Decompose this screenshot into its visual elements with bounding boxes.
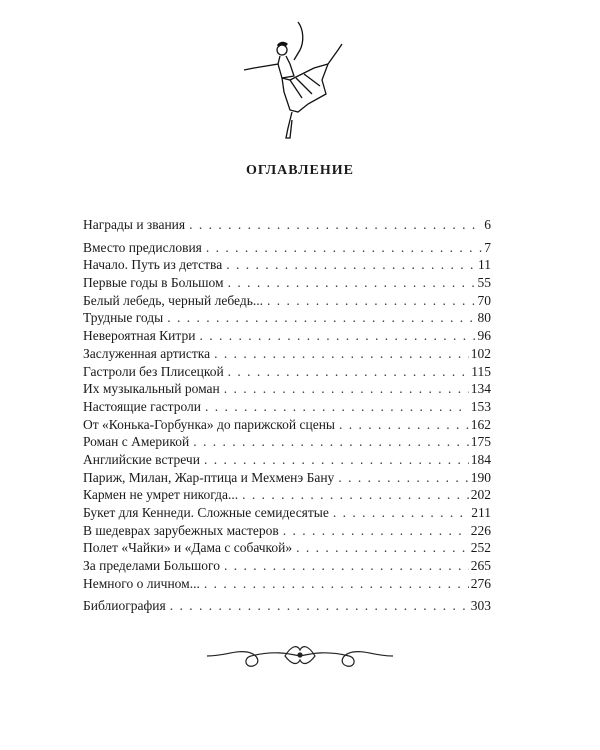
toc-entry-page: 202 [470, 487, 491, 503]
toc-entry-page: 134 [470, 381, 491, 397]
toc-entry[interactable] [83, 239, 491, 257]
toc-entry-title: Белый лебедь, черный лебедь... [83, 292, 263, 308]
toc-entry-page: 7 [484, 239, 491, 255]
toc-entry-page: 153 [470, 398, 491, 414]
toc-entry[interactable] [83, 597, 491, 615]
toc-leader-dots [205, 398, 469, 416]
toc-entry-page: 252 [470, 540, 491, 556]
toc-leader-dots [206, 239, 482, 257]
toc-leader-dots [224, 380, 469, 398]
toc-entry[interactable] [83, 504, 491, 522]
toc-leader-dots [242, 486, 469, 504]
toc-entry-page: 55 [477, 275, 491, 291]
toc-entry[interactable] [83, 433, 491, 451]
toc-entry-page: 80 [477, 310, 491, 326]
toc-entry[interactable] [83, 216, 491, 234]
toc-entry-page: 6 [484, 217, 491, 232]
toc-entry-title: Вместо предисловия [83, 239, 202, 255]
toc-entry[interactable] [83, 486, 491, 504]
toc-entry[interactable] [83, 292, 491, 310]
toc-leader-dots [296, 539, 469, 557]
toc-leader-dots [283, 522, 469, 540]
toc-leader-dots [224, 557, 469, 575]
toc-entry-page: 184 [470, 451, 491, 467]
toc-entry-page: 226 [470, 522, 491, 538]
toc-leader-dots [228, 274, 476, 292]
toc-entry-page: 303 [470, 598, 491, 614]
toc-entry-page: 115 [471, 363, 491, 379]
page-title: ОГЛАВЛЕНИЕ [246, 163, 354, 178]
toc-entry[interactable] [83, 345, 491, 363]
toc-entry-page: 175 [470, 434, 491, 450]
toc-leader-dots [204, 575, 469, 593]
ballerina-illustration [220, 20, 360, 140]
toc-entry[interactable] [83, 539, 491, 557]
toc-entry[interactable] [83, 309, 491, 327]
toc-leader-dots [170, 597, 469, 615]
toc-entry-page: 11 [478, 257, 491, 273]
toc-entry[interactable] [83, 380, 491, 398]
toc-entry-title: Их музыкальный роман [83, 381, 220, 397]
toc-entry-title: Полет «Чайки» и «Дама с собачкой» [83, 540, 293, 556]
toc-entry-title: Кармен не умрет никогда... [83, 487, 239, 503]
toc-entry[interactable] [83, 451, 491, 469]
toc-entry-title: Букет для Кеннеди. Сложные семидесятые [83, 505, 329, 520]
toc-entry-title: Роман с Америкой [83, 434, 190, 450]
toc-entry[interactable] [83, 327, 491, 345]
toc-leader-dots [193, 433, 469, 451]
toc-leader-dots [214, 345, 469, 363]
toc-entry-title: Награды и звания [83, 217, 186, 232]
toc-entry-title: Первые годы в Большом [83, 275, 224, 291]
toc-entry-title: Париж, Милан, Жар-птица и Мехменэ Бану [83, 469, 335, 485]
toc-entry-page: 211 [471, 505, 491, 520]
toc-leader-dots [333, 504, 469, 522]
toc-entry-title: Невероятная Китри [83, 328, 196, 344]
toc-leader-dots [226, 256, 476, 274]
toc-entry[interactable] [83, 522, 491, 540]
toc-entry[interactable] [83, 469, 491, 487]
toc-entry-page: 70 [477, 292, 491, 308]
toc-entry-title: Немного о личном... [83, 575, 200, 591]
toc-entry[interactable] [83, 363, 491, 381]
toc-entry-page: 276 [470, 575, 491, 591]
toc-leader-dots [338, 469, 468, 487]
toc-entry-title: Библиография [83, 598, 166, 614]
toc-leader-dots [189, 216, 482, 234]
toc-entry-title: Начало. Путь из детства [83, 257, 223, 273]
toc-entry-title: Гастроли без Плисецкой [83, 363, 224, 379]
toc-entry-title: Трудные годы [83, 310, 164, 326]
toc-entry-title: От «Конька-Горбунка» до парижской сцены [83, 416, 335, 432]
toc-entry-title: За пределами Большого [83, 558, 220, 574]
toc-entry[interactable] [83, 557, 491, 575]
toc-leader-dots [339, 416, 469, 434]
toc-entry-title: Английские встречи [83, 451, 200, 467]
toc-entry[interactable] [83, 575, 491, 593]
toc-entry-title: В шедеврах зарубежных мастеров [83, 522, 279, 538]
toc-entry[interactable] [83, 274, 491, 292]
table-of-contents [83, 216, 491, 615]
decorative-ornament-icon [205, 640, 395, 672]
toc-entry-title: Заслуженная артистка [83, 345, 211, 361]
toc-entry-page: 102 [470, 345, 491, 361]
toc-leader-dots [228, 363, 470, 381]
toc-leader-dots [167, 309, 475, 327]
toc-entry-page: 265 [470, 558, 491, 574]
toc-entry[interactable] [83, 398, 491, 416]
toc-leader-dots [204, 451, 469, 469]
toc-entry-page: 96 [477, 328, 491, 344]
toc-entry-title: Настоящие гастроли [83, 398, 202, 414]
toc-entry[interactable] [83, 256, 491, 274]
toc-leader-dots [267, 292, 476, 310]
toc-entry-page: 190 [470, 469, 491, 485]
toc-entry-page: 162 [470, 416, 491, 432]
toc-entry[interactable] [83, 416, 491, 434]
toc-leader-dots [199, 327, 475, 345]
